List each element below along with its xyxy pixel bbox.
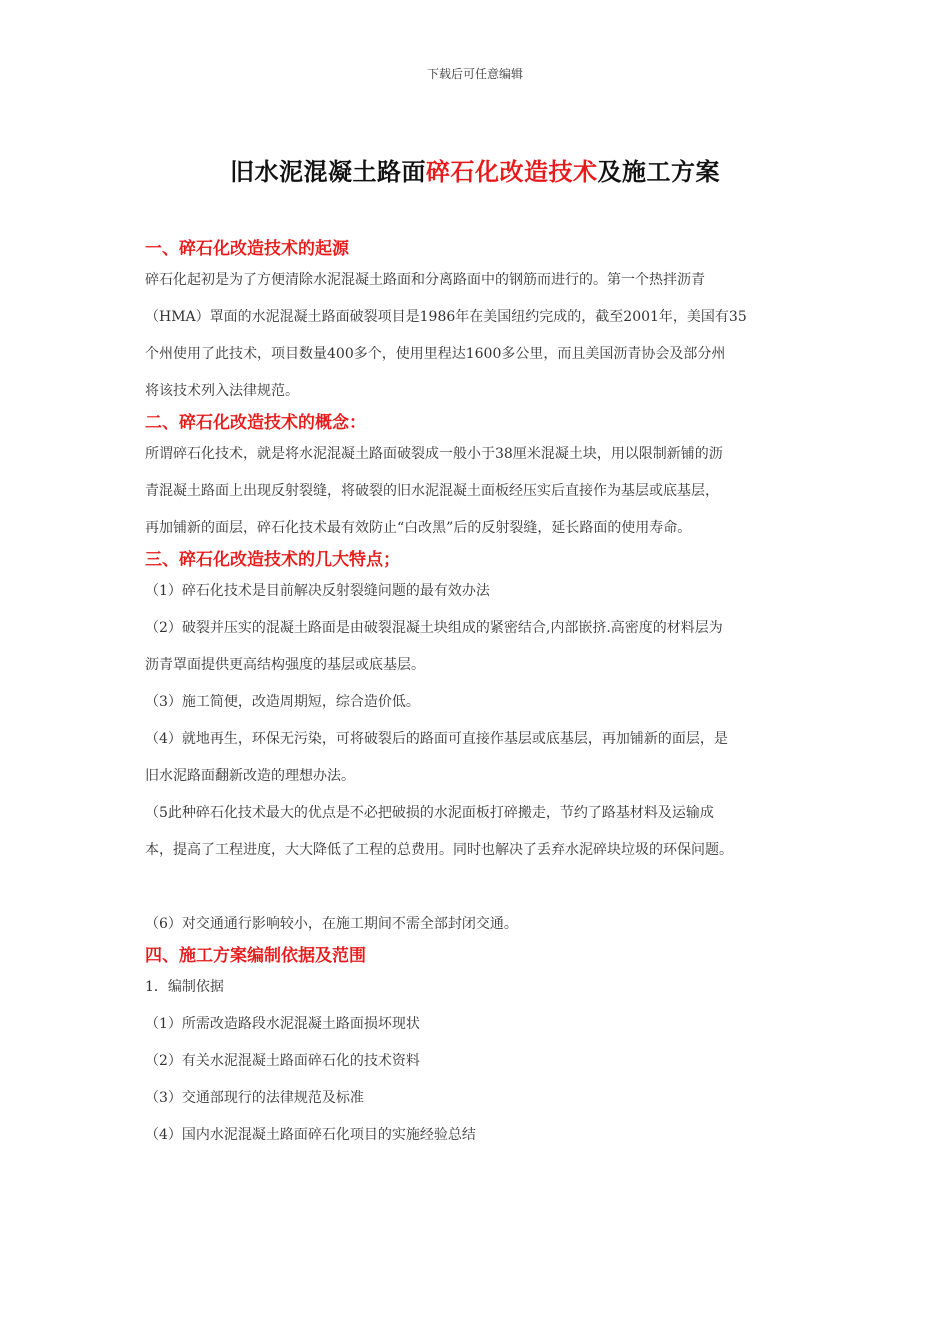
- list-item: 本，提高了工程进度，大大降低了工程的总费用。同时也解决了丢弃水泥碎块垃圾的环保问题。: [145, 842, 733, 858]
- blank-line: [145, 869, 815, 906]
- section-1-heading: 一、碎石化改造技术的起源: [145, 239, 349, 259]
- list-item: （2）破裂并压实的混凝土路面是由破裂混凝土块组成的紧密结合,内部嵌挤.高密度的材料层为: [145, 620, 723, 636]
- section-3-heading: 三、碎石化改造技术的几大特点；: [145, 550, 400, 570]
- document-body: [145, 236, 815, 1154]
- paragraph-line: 碎石化起初是为了方便清除水泥混凝土路面和分离路面中的钢筋而进行的。第一个热拌沥青: [145, 272, 705, 288]
- paragraph-line: 再加铺新的面层，碎石化技术最有效防止“白改黑”后的反射裂缝，延长路面的使用寿命。: [145, 520, 692, 536]
- list-item: （3）交通部现行的法律规范及标准: [145, 1090, 364, 1106]
- section-2-heading: 二、碎石化改造技术的概念：: [145, 413, 366, 433]
- section-4-heading: 四、施工方案编制依据及范围: [145, 946, 366, 966]
- title-part-1: 旧水泥混凝土路面: [230, 158, 426, 186]
- list-item: （6）对交通通行影响较小，在施工期间不需全部封闭交通。: [145, 916, 518, 932]
- list-item: （4）就地再生，环保无污染，可将破裂后的路面可直接作基层或底基层，再加铺新的面层，是: [145, 731, 728, 747]
- paragraph-line: 所谓碎石化技术，就是将水泥混凝土路面破裂成一般小于38厘米混凝土块，用以限制新铺的沥: [145, 446, 723, 462]
- list-item: （1）碎石化技术是目前解决反射裂缝问题的最有效办法: [145, 583, 490, 599]
- list-item: 沥青罩面提供更高结构强度的基层或底基层。: [145, 657, 425, 673]
- list-item: （4）国内水泥混凝土路面碎石化项目的实施经验总结: [145, 1127, 476, 1143]
- paragraph-line: （HMA）罩面的水泥混凝土路面破裂项目是1986年在美国纽约完成的，截至2001年，美国有35: [145, 309, 747, 325]
- list-item: 旧水泥路面翻新改造的理想办法。: [145, 768, 355, 784]
- list-item: 1．编制依据: [145, 979, 224, 995]
- list-item: （1）所需改造路段水泥混凝土路面损坏现状: [145, 1016, 420, 1032]
- title-part-3: 及施工方案: [597, 158, 720, 186]
- header-note: 下载后可任意编辑: [426, 67, 523, 81]
- paragraph-line: 青混凝土路面上出现反射裂缝，将破裂的旧水泥混凝土面板经压实后直接作为基层或底基层，: [145, 483, 719, 499]
- title-highlight: 碎石化改造技术: [426, 158, 598, 186]
- paragraph-line: 个州使用了此技术，项目数量400多个，使用里程达1600多公里，而且美国沥青协会及部分州: [145, 346, 726, 362]
- list-item: （3）施工简便，改造周期短，综合造价低。: [145, 694, 420, 710]
- paragraph-line: 将该技术列入法律规范。: [145, 383, 299, 399]
- list-item: （2）有关水泥混凝土路面碎石化的技术资料: [145, 1053, 420, 1069]
- document-title: [0, 152, 950, 187]
- list-item: （5此种碎石化技术最大的优点是不必把破损的水泥面板打碎搬走，节约了路基材料及运输成: [145, 805, 714, 821]
